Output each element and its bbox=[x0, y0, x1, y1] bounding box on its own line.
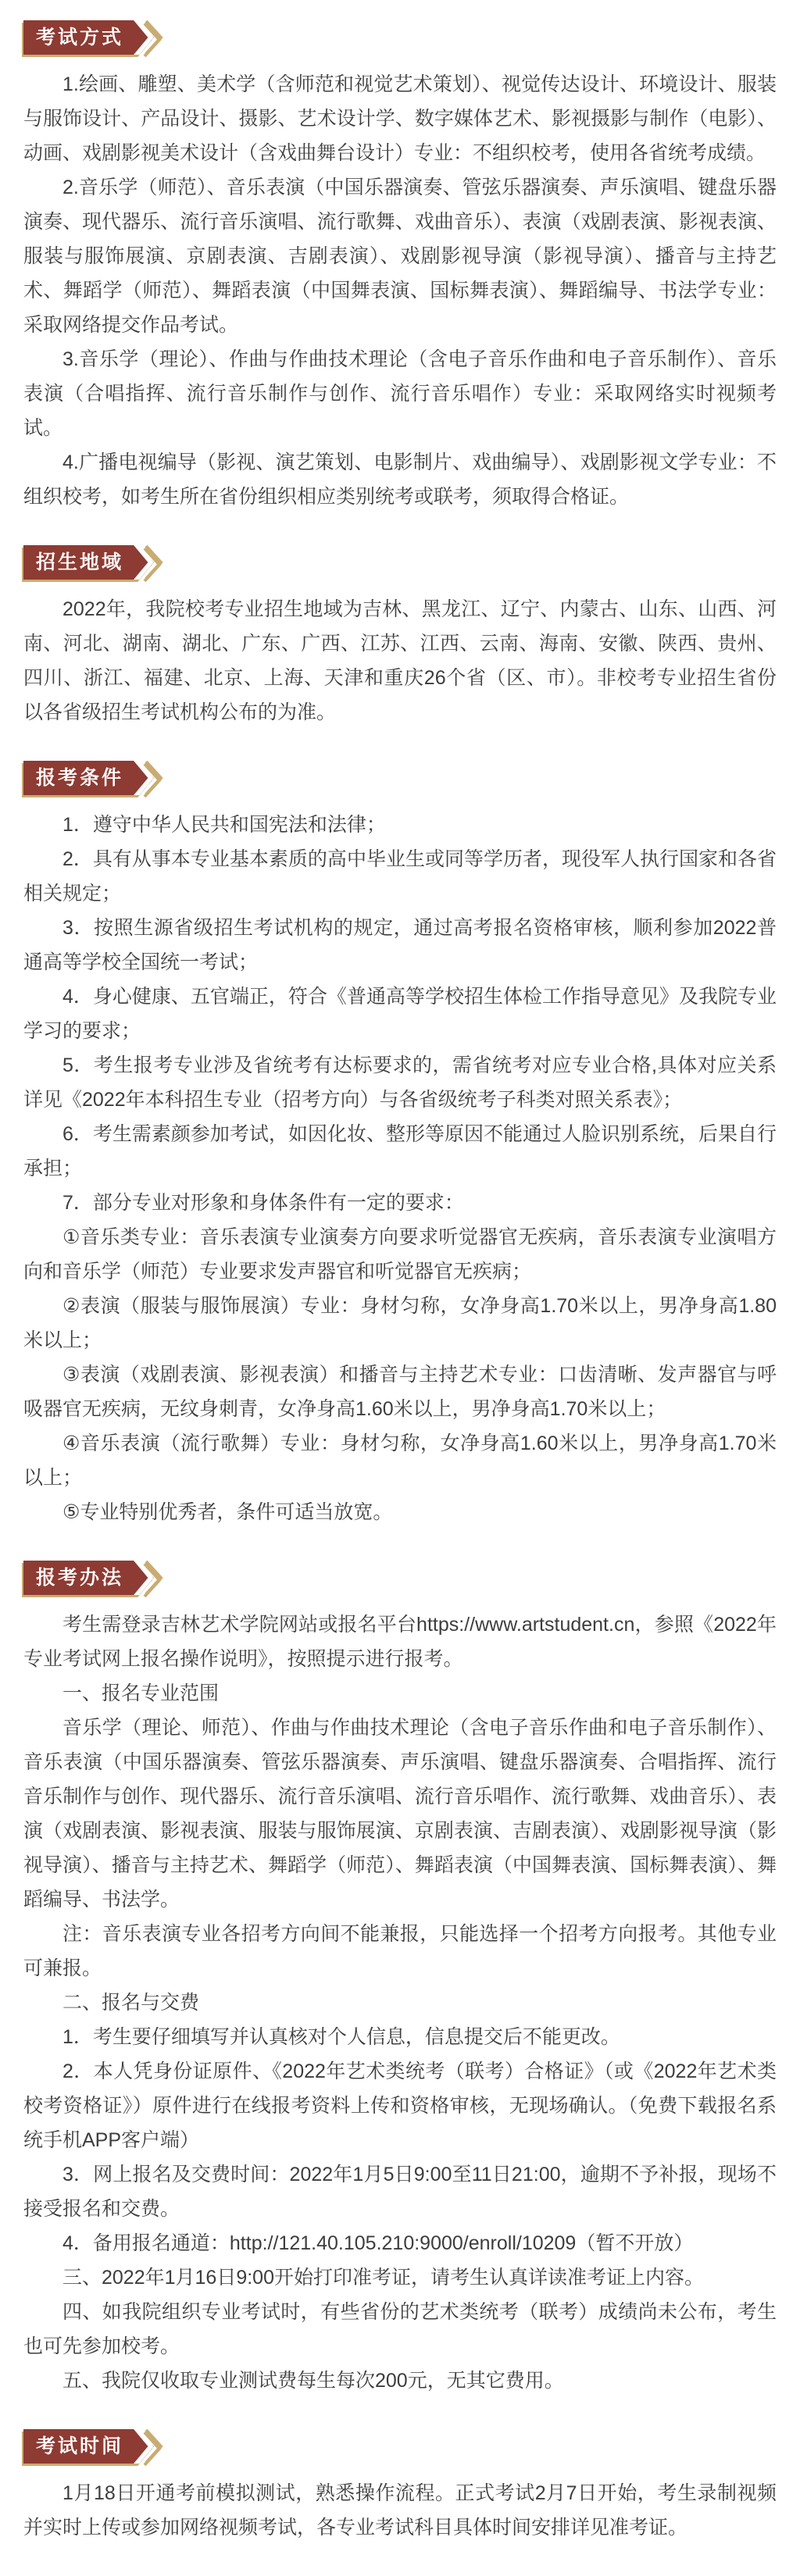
paragraph: ③表演（戏剧表演、影视表演）和播音与主持艺术专业：口齿清晰、发声器官与呼吸器官无疾病，无纹身刺青，女净身高1.60米以上，男净身高1.70米以上； bbox=[23, 1364, 777, 1420]
section-application-requirements bbox=[23, 761, 777, 1529]
paragraph: ②表演（服装与服饰展演）专业：身材匀称，女净身高1.70米以上，男净身高1.80米以上； bbox=[23, 1295, 777, 1351]
chevron-right-icon bbox=[127, 761, 163, 795]
section-badge bbox=[23, 2429, 777, 2464]
paragraph: ④音乐表演（流行歌舞）专业：身材匀称，女净身高1.60米以上，男净身高1.70米以上； bbox=[23, 1432, 777, 1489]
paragraph: 3．按照生源省级招生考试机构的规定，通过高考报名资格审核，顺利参加2022普通高等学校全国统一考试； bbox=[23, 917, 777, 973]
section-title: 考试方式 bbox=[23, 20, 128, 55]
chevron-right-icon bbox=[127, 2429, 163, 2464]
section-badge bbox=[23, 1561, 777, 1595]
paragraph: 4．备用报名通道：http://121.40.105.210:9000/enroll/10209（暂不开放） bbox=[62, 2232, 694, 2254]
section-badge bbox=[23, 545, 777, 580]
section-exam-time bbox=[23, 2429, 777, 2545]
section-title: 报考办法 bbox=[23, 1561, 128, 1595]
paragraph: 五、我院仅收取专业测试费每生每次200元，无其它费用。 bbox=[62, 2370, 564, 2392]
section-title: 招生地域 bbox=[23, 545, 128, 580]
section-exam-method bbox=[23, 20, 777, 514]
section-badge bbox=[23, 20, 777, 55]
section-badge bbox=[23, 761, 777, 795]
paragraph: 二、报名与交费 bbox=[62, 1992, 200, 2014]
paragraph: 2.音乐学（师范）、音乐表演（中国乐器演奏、管弦乐器演奏、声乐演唱、键盘乐器演奏、现代器乐、流行音乐演唱、流行歌舞、戏曲音乐）、表演（戏剧表演、影视表演、服装与服饰展演、京剧表演、吉剧表演）、戏剧影视导演（影视导演）、播音与主持艺术、舞蹈学（师范）、舞蹈表演（中国舞表演、国标舞表演）、舞蹈编导、书法学专业：采取网络提交作品考试。 bbox=[23, 177, 777, 336]
chevron-right-icon bbox=[127, 20, 163, 55]
paragraph: 3．网上报名及交费时间：2022年1月5日9:00至11日21:00，逾期不予补报，现场不接受报名和交费。 bbox=[23, 2164, 777, 2220]
section-title: 报考条件 bbox=[23, 761, 128, 795]
paragraph: 3.音乐学（理论）、作曲与作曲技术理论（含电子音乐作曲和电子音乐制作）、音乐表演（合唱指挥、流行音乐制作与创作、流行音乐唱作）专业：采取网络实时视频考试。 bbox=[23, 348, 777, 439]
paragraph: 一、报名专业范围 bbox=[62, 1682, 220, 1704]
paragraph: 7．部分专业对形象和身体条件有一定的要求： bbox=[62, 1192, 464, 1214]
paragraph: 音乐学（理论、师范）、作曲与作曲技术理论（含电子音乐作曲和电子音乐制作）、音乐表演（中国乐器演奏、管弦乐器演奏、声乐演唱、键盘乐器演奏、合唱指挥、流行音乐制作与创作、现代器乐、流行音乐演唱、流行音乐唱作、流行歌舞、戏曲音乐）、表演（戏剧表演、影视表演、服装与服饰展演、京剧表演、吉剧表演）、戏剧影视导演（影视导演）、播音与主持艺术、舞蹈学（师范）、舞蹈表演（中国舞表演、国标舞表演）、舞蹈编导、书法学。 bbox=[23, 1717, 777, 1911]
paragraph: 1．遵守中华人民共和国宪法和法律； bbox=[62, 814, 386, 836]
paragraph: 1．考生要仔细填写并认真核对个人信息，信息提交后不能更改。 bbox=[62, 2026, 620, 2048]
chevron-right-icon bbox=[127, 1561, 163, 1595]
paragraph: 2．具有从事本专业基本素质的高中毕业生或同等学历者，现役军人执行国家和各省相关规定； bbox=[23, 848, 777, 904]
chevron-right-icon bbox=[127, 545, 163, 580]
section-enrollment-region bbox=[23, 545, 777, 730]
paragraph: 4．身心健康、五官端正，符合《普通高等学校招生体检工作指导意见》及我院专业学习的要求； bbox=[23, 986, 777, 1042]
section-title: 考试时间 bbox=[23, 2429, 128, 2464]
paragraph: 考生需登录吉林艺术学院网站或报名平台https://www.artstudent.cn，参照《2022年专业考试网上报名操作说明》，按照提示进行报考。 bbox=[23, 1614, 777, 1670]
section-application-method bbox=[23, 1561, 777, 2398]
paragraph: 四、如我院组织专业考试时，有些省份的艺术类统考（联考）成绩尚未公布，考生也可先参加校考。 bbox=[23, 2301, 777, 2357]
paragraph: 1月18日开通考前模拟测试，熟悉操作流程。正式考试2月7日开始，考生录制视频并实时上传或参加网络视频考试，各专业考试科目具体时间安排详见准考证。 bbox=[23, 2482, 777, 2539]
paragraph: ⑤专业特别优秀者，条件可适当放宽。 bbox=[62, 1501, 393, 1523]
paragraph: 4.广播电视编导（影视、演艺策划、电影制片、戏曲编导）、戏剧影视文学专业：不组织校考，如考生所在省份组织相应类别统考或联考，须取得合格证。 bbox=[23, 451, 777, 508]
paragraph: 注：音乐表演专业各招考方向间不能兼报，只能选择一个招考方向报考。其他专业可兼报。 bbox=[23, 1923, 777, 1979]
paragraph: 6．考生需素颜参加考试，如因化妆、整形等原因不能通过人脸识别系统，后果自行承担； bbox=[23, 1123, 777, 1179]
paragraph: 1.绘画、雕塑、美术学（含师范和视觉艺术策划）、视觉传达设计、环境设计、服装与服饰设计、产品设计、摄影、艺术设计学、数字媒体艺术、影视摄影与制作（电影）、动画、戏剧影视美术设计（含戏曲舞台设计）专业：不组织校考，使用各省统考成绩。 bbox=[23, 73, 777, 164]
paragraph: ①音乐类专业：音乐表演专业演奏方向要求听觉器官无疾病，音乐表演专业演唱方向和音乐学（师范）专业要求发声器官和听觉器官无疾病； bbox=[23, 1226, 777, 1283]
paragraph: 2022年，我院校考专业招生地域为吉林、黑龙江、辽宁、内蒙古、山东、山西、河南、河北、湖南、湖北、广东、广西、江苏、江西、云南、海南、安徽、陕西、贵州、四川、浙江、福建、北京、上海、天津和重庆26个省（区、市）。非校考专业招生省份以各省级招生考试机构公布的为准。 bbox=[23, 598, 777, 723]
paragraph: 三、2022年1月16日9:00开始打印准考证，请考生认真详读准考证上内容。 bbox=[62, 2267, 704, 2289]
paragraph: 2．本人凭身份证原件、《2022年艺术类统考（联考）合格证》（或《2022年艺术类校考资格证》）原件进行在线报考资料上传和资格审核，无现场确认。（免费下载报名系统手机APP客户端） bbox=[23, 2060, 777, 2151]
paragraph: 5．考生报考专业涉及省统考有达标要求的，需省统考对应专业合格,具体对应关系详见《2022年本科招生专业（招考方向）与各省级统考子科类对照关系表》； bbox=[23, 1054, 777, 1111]
